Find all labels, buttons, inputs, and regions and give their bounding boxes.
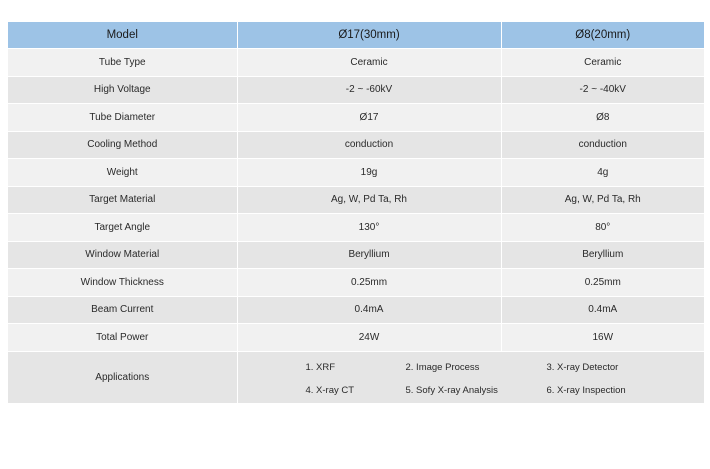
value-8: Ø8 [501,104,704,132]
value-17: Ag, W, Pd Ta, Rh [237,186,501,214]
table-row-high-voltage [8,76,704,104]
table-row-tube-type [8,49,704,77]
application-item: 4. X-ray CT [305,384,355,396]
table-row-tube-diameter [8,104,704,132]
value-8: 4g [501,159,704,187]
application-item: 1. XRF [305,361,336,373]
table-row-target-material [8,186,704,214]
value-8: 16W [501,324,704,352]
value-17: 24W [237,324,501,352]
header-model-8: Ø8(20mm) [501,22,704,49]
table-row-total-power [8,324,704,352]
value-17: Ø17 [237,104,501,132]
row-label: Cooling Method [8,131,237,159]
row-label: Tube Type [8,49,237,77]
table-row-applications [8,351,704,403]
application-item: 3. X-ray Detector [546,361,619,373]
table-row-target-angle [8,214,704,242]
row-label: Window Thickness [8,269,237,297]
value-8: conduction [501,131,704,159]
table-header-row [8,22,704,49]
application-item: 6. X-ray Inspection [546,384,626,396]
row-label: Beam Current [8,296,237,324]
value-8: Beryllium [501,241,704,269]
value-17: 19g [237,159,501,187]
table-row-cooling-method [8,131,704,159]
value-8: Ag, W, Pd Ta, Rh [501,186,704,214]
table-row-window-thickness [8,269,704,297]
value-17: Ceramic [237,49,501,77]
value-8: 0.4mA [501,296,704,324]
value-17: Beryllium [237,241,501,269]
value-8: -2 ~ -40kV [501,76,704,104]
value-8: Ceramic [501,49,704,77]
row-label: Total Power [8,324,237,352]
value-8: 0.25mm [501,269,704,297]
value-17: 0.4mA [237,296,501,324]
value-17: conduction [237,131,501,159]
applications-list [238,352,705,403]
header-model: Model [8,22,237,49]
header-model-17: Ø17(30mm) [237,22,501,49]
application-item: 5. Sofy X-ray Analysis [405,384,498,396]
value-17: 130° [237,214,501,242]
row-label: Target Material [8,186,237,214]
value-17: 0.25mm [237,269,501,297]
spec-table [8,22,704,403]
row-label: Target Angle [8,214,237,242]
row-label: Tube Diameter [8,104,237,132]
table-row-window-material [8,241,704,269]
row-label: Weight [8,159,237,187]
table-row-weight [8,159,704,187]
application-item: 2. Image Process [405,361,480,373]
value-17: -2 ~ -60kV [237,76,501,104]
table-row-beam-current [8,296,704,324]
row-label: High Voltage [8,76,237,104]
row-label: Applications [8,351,237,403]
row-label: Window Material [8,241,237,269]
value-8: 80° [501,214,704,242]
applications-cell [237,351,704,403]
